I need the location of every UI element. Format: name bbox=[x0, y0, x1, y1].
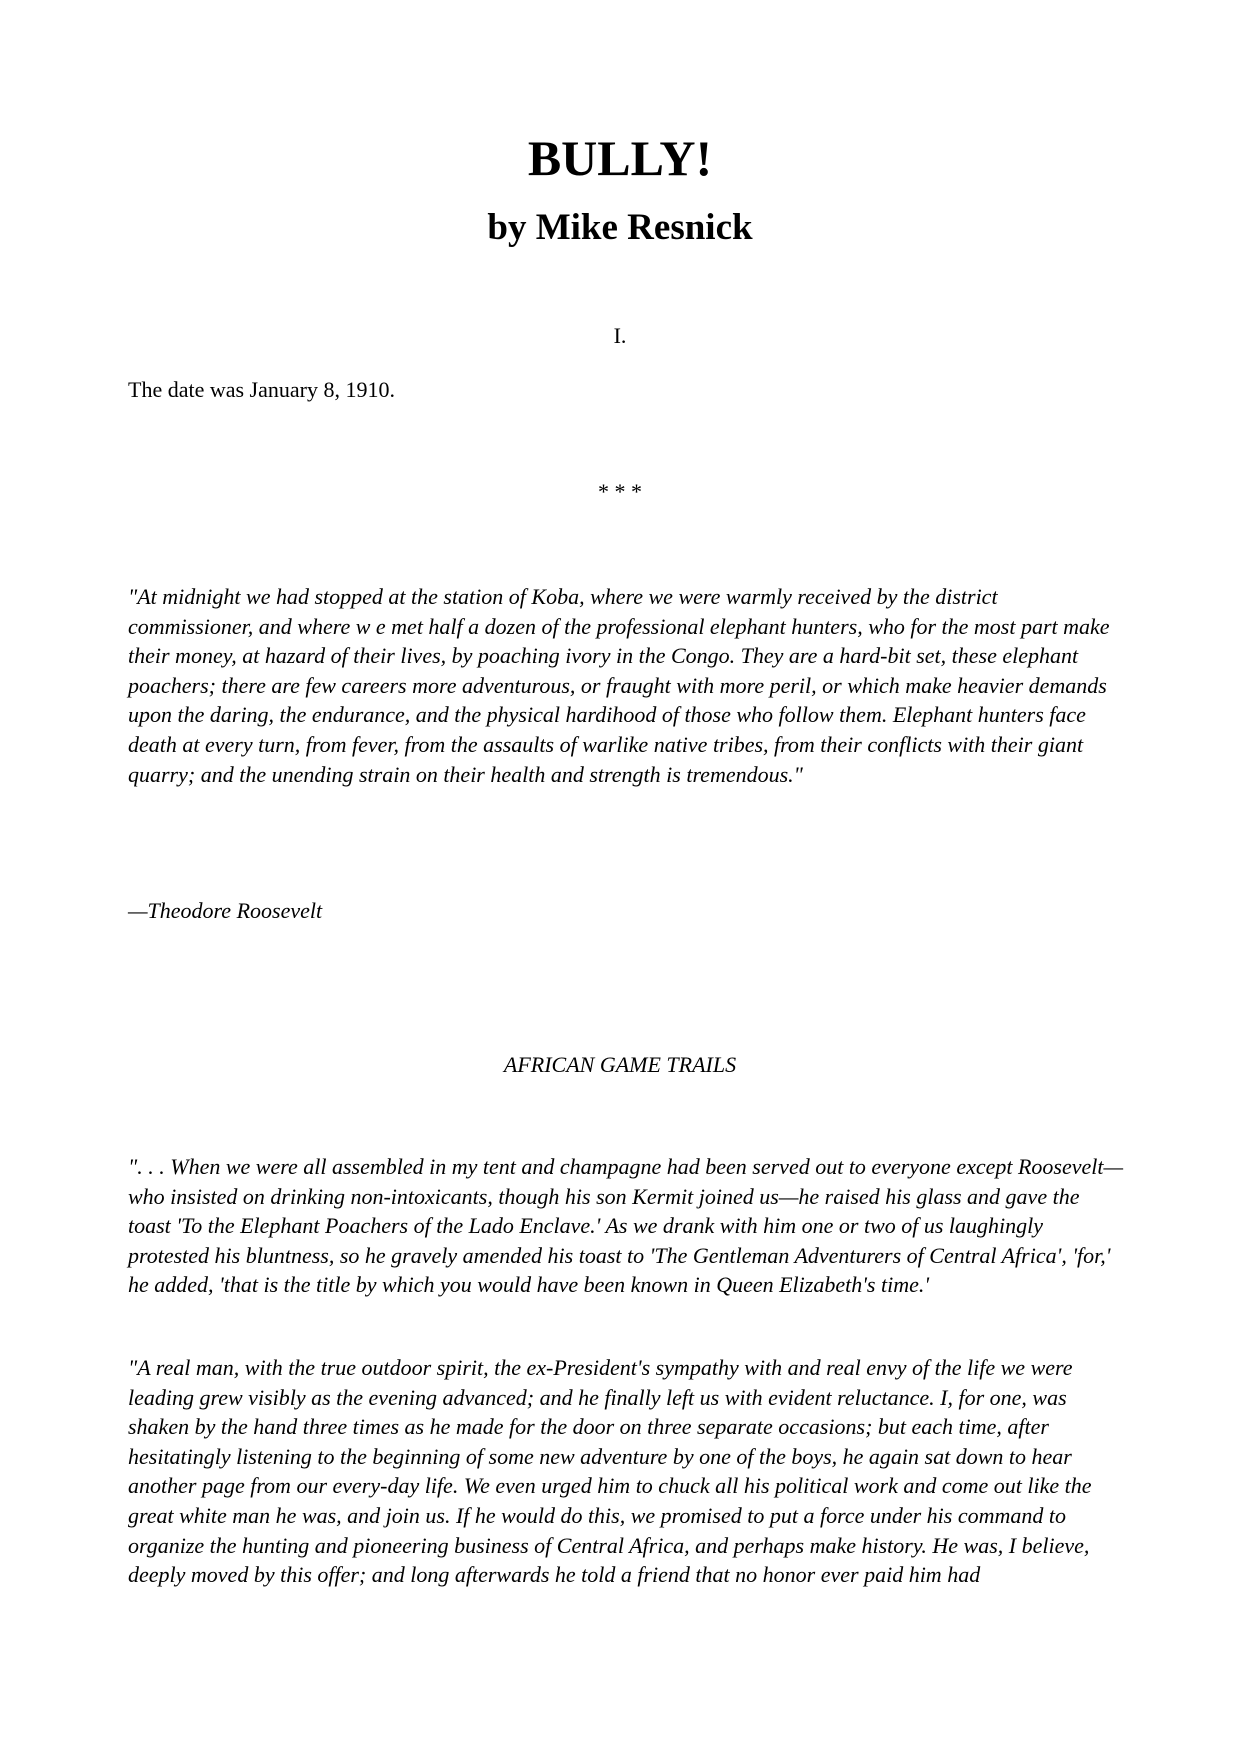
story-title: BULLY! bbox=[527, 130, 713, 186]
epigraph-quote: "At midnight we had stopped at the station of Koba, where we were warmly received by the district commissioner, and where w e met half a dozen of the professional elephant hunters, who for the most part make their money, at hazard of their lives, by poaching ivory in the Congo. They are a hard-bit set, these elephant poachers; there are few careers more adventurous, or fraught with more peril, or which make heavier demands upon the daring, the endurance, and the physical hardihood of those who follow them. Elephant hunters face death at every turn, from fever, from the assaults of warlike native tribes, from their conflicts with their giant quarry; and the unending strain on their health and strength is tremendous." bbox=[128, 584, 1110, 787]
body-paragraph: "A real man, with the true outdoor spirit, the ex-President's sympathy with and real envy of the life we were leading grew visibly as the evening advanced; and he finally left us with evident reluctance. I, for one, was shaken by the hand three times as he made for the door on three separate occasions; but each time, after hesitatingly listening to the beginning of some new adventure by one of the boys, he again sat down to hear another page from our every-day life. We even urged him to chuck all his political work and come out like the great white man he was, and join us. If he would do this, we promised to put a force under his command to organize the hunting and pioneering business of Central Africa, and perhaps make history. He was, I believe, deeply moved by this offer; and long afterwards he told a friend that no honor ever paid him had bbox=[128, 1355, 1092, 1588]
dateline: The date was January 8, 1910. bbox=[128, 377, 395, 402]
epigraph-source: AFRICAN GAME TRAILS bbox=[503, 1052, 737, 1077]
epigraph-attribution: —Theodore Roosevelt bbox=[128, 898, 323, 923]
chapter-number: I. bbox=[613, 323, 627, 348]
section-separator: * * * bbox=[598, 479, 642, 504]
author-byline: by Mike Resnick bbox=[487, 207, 753, 248]
body-paragraph: ". . . When we were all assembled in my tent and champagne had been served out to everyone except Roosevelt—who insisted on drinking non-intoxicants, though his son Kermit joined us—he raised his glass and gave the toast 'To the Elephant Poachers of the Lado Enclave.' As we drank with him one or two of us laughingly protested his bluntness, so he gravely amended his toast to 'The Gentleman Adventurers of Central Africa', 'for,' he added, 'that is the title by which you would have been known in Queen Elizabeth's time.' bbox=[128, 1154, 1124, 1298]
